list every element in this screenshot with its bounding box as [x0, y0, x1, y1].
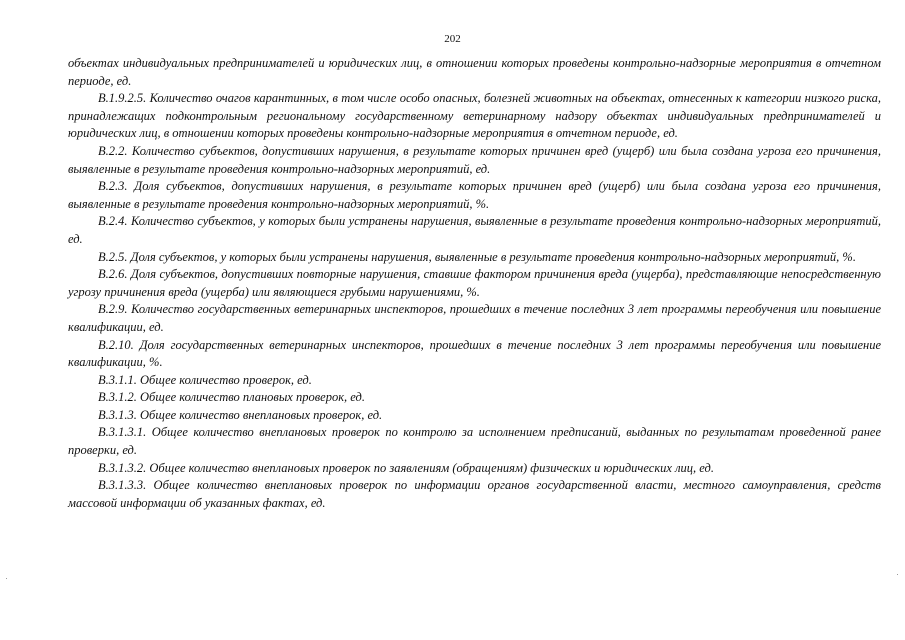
page-number: 202	[444, 33, 461, 45]
paragraph: В.3.1.2. Общее количество плановых проверок, ед.	[98, 390, 365, 405]
paragraph: В.3.1.3. Общее количество внеплановых проверок, ед.	[98, 407, 383, 422]
scan-speck	[6, 578, 7, 579]
paragraph: В.2.6. Доля субъектов, допустивших повторные нарушения, ставшие фактором причинения вреда (ущерба), представляющие непосредственную угрозу причинения вреда (ущерба) или являющиеся грубыми нарушениями, %.	[68, 267, 881, 299]
paragraph: В.3.1.1. Общее количество проверок, ед.	[98, 372, 312, 387]
paragraph: В.2.3. Доля субъектов, допустивших нарушения, в результате которых причинен вред (ущерб) или была создана угроза его причинения, выявленные в результате проведения контрольно-надзорных мероприятий, %.	[68, 179, 881, 211]
scan-speck	[897, 574, 898, 575]
paragraph-continuation: объектах индивидуальных предпринимателей и юридических лиц, в отношении которых проведены контрольно-надзорные мероприятия в отчетном периоде, ед.	[68, 56, 881, 88]
paragraph: В.2.4. Количество субъектов, у которых были устранены нарушения, выявленные в результате проведения контрольно-надзорных мероприятий, ед.	[68, 214, 881, 246]
paragraph: В.3.1.3.1. Общее количество внеплановых проверок по контролю за исполнением предписаний, выданных по результатам проведенной ранее проверки, ед.	[68, 425, 881, 458]
paragraph: В.2.5. Доля субъектов, у которых были устранены нарушения, выявленные в результате проведения контрольно-надзорных мероприятий, %.	[98, 249, 856, 264]
paragraph: В.1.9.2.5. Количество очагов карантинных, в том числе особо опасных, болезней животных на объектах, отнесенных к категории низкого риска, принадлежащих подконтрольным региональному государственному ветеринарному надзору объектах индивидуальных предпринимателей и юридических лиц, в отношении которых проведены контрольно-надзорные мероприятия в отчетном периоде, ед.	[68, 91, 881, 141]
paragraph: В.2.9. Количество государственных ветеринарных инспекторов, прошедших в течение последних 3 лет программы переобучения или повышение квалификации, ед.	[68, 302, 881, 334]
document-body	[68, 55, 881, 512]
paragraph: В.2.2. Количество субъектов, допустивших нарушения, в результате которых причинен вред (ущерб) или была создана угроза его причинения, выявленные в результате проведения контрольно-надзорных мероприятий, ед.	[68, 143, 881, 176]
paragraph: В.3.1.3.3. Общее количество внеплановых проверок по информации органов государственной власти, местного самоуправления, средств массовой информации об указанных фактах, ед.	[68, 478, 881, 510]
paragraph: В.2.10. Доля государственных ветеринарных инспекторов, прошедших в течение последних 3 лет программы переобучения или повышение квалификации, %.	[68, 337, 881, 370]
paragraph: В.3.1.3.2. Общее количество внеплановых проверок по заявлениям (обращениям) физических и юридических лиц, ед.	[98, 460, 714, 475]
